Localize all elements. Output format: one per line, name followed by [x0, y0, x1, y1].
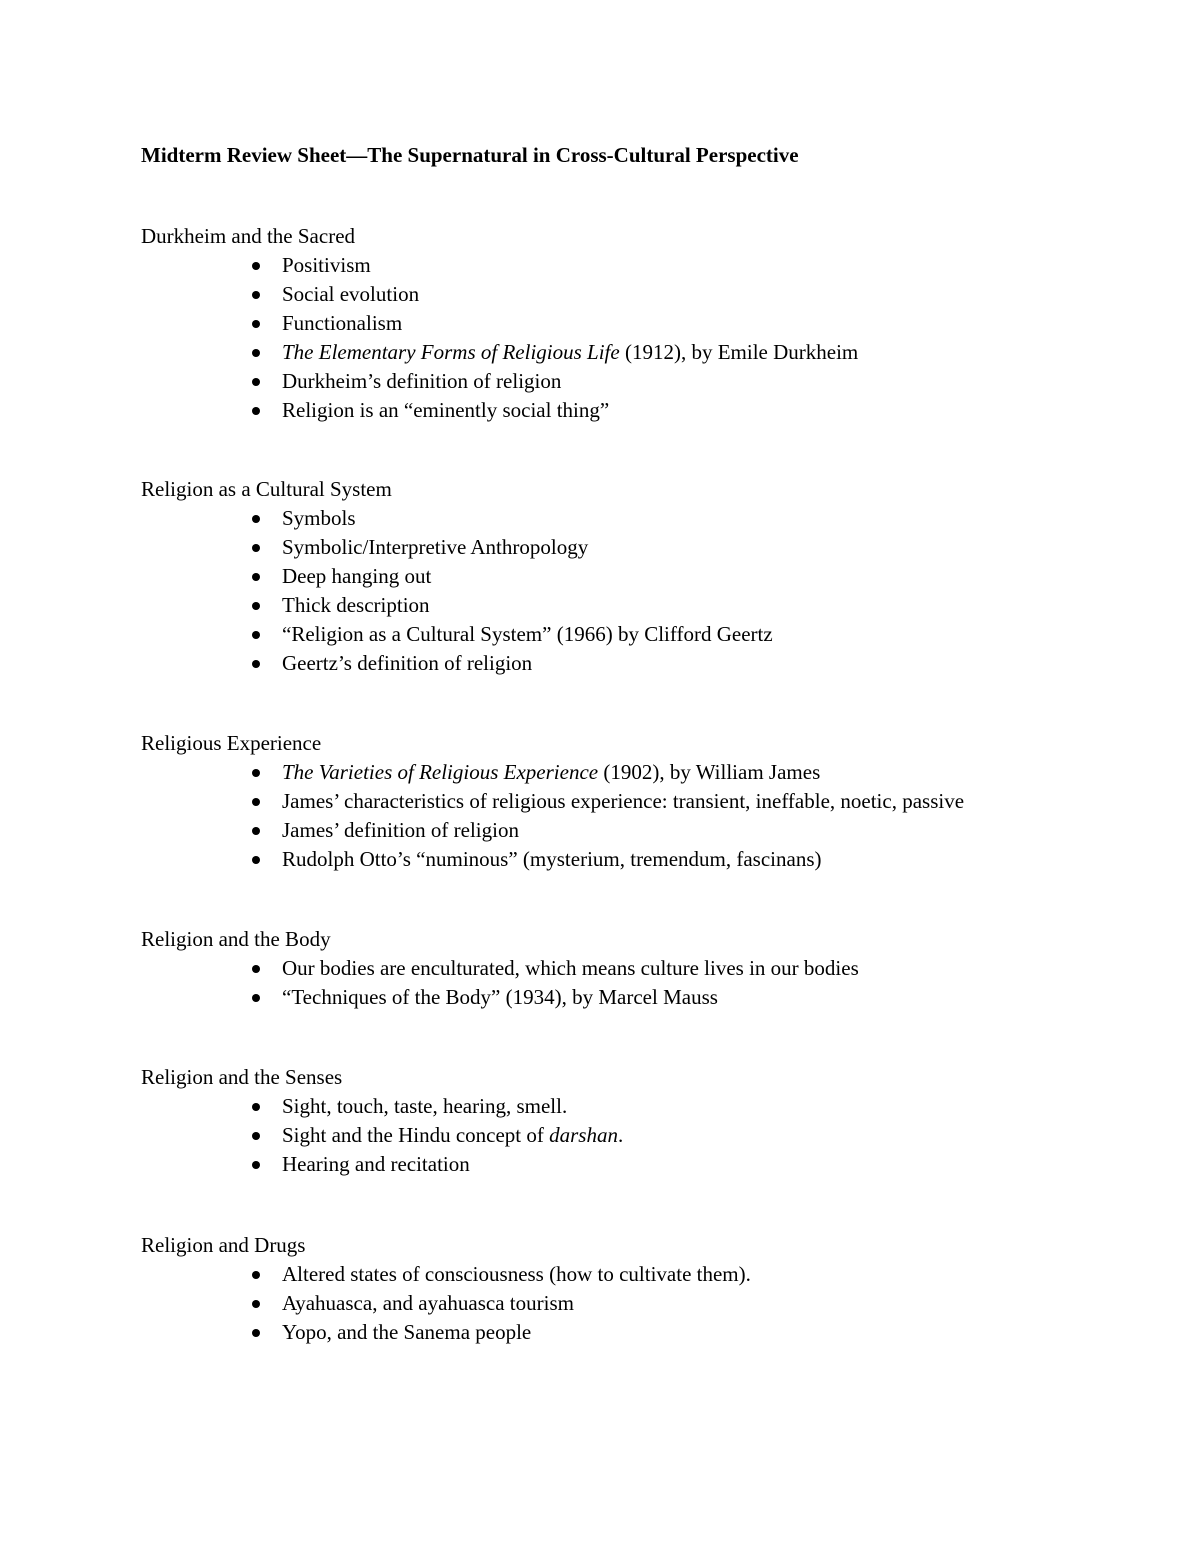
list-item-text: Ayahuasca, and ayahuasca tourism — [282, 1291, 574, 1315]
list-item-text: “Techniques of the Body” (1934), by Marcel Mauss — [282, 985, 718, 1009]
bullet-icon — [252, 1300, 260, 1308]
bullet-icon — [252, 1271, 260, 1279]
bullet-icon — [252, 515, 260, 523]
list-item-text: Symbolic/Interpretive Anthropology — [282, 535, 589, 559]
list-item-text: James’ definition of religion — [282, 818, 519, 842]
section-religion-and-the-body — [141, 925, 1161, 1012]
bullet-icon — [252, 1132, 260, 1140]
section-religion-and-the-senses — [141, 1063, 1161, 1179]
list-item-text: Functionalism — [282, 311, 403, 335]
section-durkheim-and-the-sacred — [141, 222, 1161, 425]
italic-term: darshan — [549, 1123, 618, 1147]
list-item-text-end: . — [617, 1123, 624, 1147]
bullet-icon — [252, 631, 260, 639]
section-religious-experience — [141, 729, 1161, 874]
bullet-icon — [252, 262, 260, 270]
list-item-text: Sight, touch, taste, hearing, smell. — [282, 1094, 568, 1118]
list-item — [141, 1150, 1161, 1179]
list-item — [141, 251, 1161, 280]
list-item — [141, 1121, 1161, 1150]
list-item — [141, 649, 1161, 678]
list-item-text: Positivism — [282, 253, 371, 277]
bullet-icon — [252, 349, 260, 357]
list-item-text: Symbols — [282, 506, 356, 530]
list-item-text: Sight and the Hindu concept of — [282, 1123, 550, 1147]
bullet-icon — [252, 407, 260, 415]
section-religion-as-a-cultural-system — [141, 475, 1161, 678]
list-item — [141, 338, 1161, 367]
bullet-icon — [252, 378, 260, 386]
bullet-icon — [252, 573, 260, 581]
bullet-icon — [252, 660, 260, 668]
book-title: The Elementary Forms of Religious Life — [282, 340, 620, 364]
list-item-text: (1912), by Emile Durkheim — [619, 340, 859, 364]
list-item-text: Our bodies are enculturated, which means culture lives in our bodies — [282, 956, 859, 980]
bullet-icon — [252, 291, 260, 299]
bullet-icon — [252, 827, 260, 835]
list-item-text: (1902), by William James — [598, 760, 821, 784]
list-item-text: Religion is an “eminently social thing” — [282, 398, 610, 422]
bullet-list — [141, 1260, 1161, 1347]
list-item — [141, 367, 1161, 396]
list-item-text: Geertz’s definition of religion — [282, 651, 533, 675]
list-item — [141, 396, 1161, 425]
list-item — [141, 280, 1161, 309]
bullet-icon — [252, 544, 260, 552]
list-item — [141, 787, 1161, 816]
bullet-icon — [252, 1103, 260, 1111]
section-heading: Religion and Drugs — [141, 1233, 306, 1257]
list-item — [141, 816, 1161, 845]
list-item — [141, 620, 1161, 649]
list-item-text: Rudolph Otto’s “numinous” (mysterium, tremendum, fascinans) — [282, 847, 822, 871]
list-item — [141, 1260, 1161, 1289]
document-title: Midterm Review Sheet—The Supernatural in Cross-Cultural Perspective — [141, 143, 799, 167]
list-item — [141, 758, 1161, 787]
section-heading: Religion as a Cultural System — [141, 477, 392, 501]
list-item-text: Yopo, and the Sanema people — [282, 1320, 532, 1344]
list-item — [141, 983, 1161, 1012]
list-item — [141, 954, 1161, 983]
list-item-text: Hearing and recitation — [282, 1152, 470, 1176]
bullet-icon — [252, 994, 260, 1002]
section-religion-and-drugs — [141, 1231, 1161, 1347]
bullet-icon — [252, 798, 260, 806]
list-item-text: Social evolution — [282, 282, 420, 306]
bullet-icon — [252, 1329, 260, 1337]
bullet-icon — [252, 1161, 260, 1169]
bullet-list — [141, 251, 1161, 425]
bullet-list — [141, 954, 1161, 1012]
list-item-text: Durkheim’s definition of religion — [282, 369, 562, 393]
list-item-text: James’ characteristics of religious experience: transient, ineffable, noetic, passive — [282, 789, 965, 813]
section-heading: Religion and the Body — [141, 927, 331, 951]
list-item-text: Thick description — [282, 593, 430, 617]
list-item — [141, 1289, 1161, 1318]
bullet-list — [141, 758, 1161, 874]
section-heading: Durkheim and the Sacred — [141, 224, 356, 248]
list-item — [141, 1092, 1161, 1121]
bullet-icon — [252, 965, 260, 973]
book-title: The Varieties of Religious Experience — [282, 760, 599, 784]
list-item-text: Altered states of consciousness (how to cultivate them). — [282, 1262, 751, 1286]
list-item — [141, 504, 1161, 533]
list-item — [141, 845, 1161, 874]
bullet-icon — [252, 769, 260, 777]
bullet-list — [141, 504, 1161, 678]
section-heading: Religious Experience — [141, 731, 322, 755]
list-item — [141, 309, 1161, 338]
list-item-text: Deep hanging out — [282, 564, 432, 588]
list-item — [141, 591, 1161, 620]
bullet-icon — [252, 856, 260, 864]
list-item-text: “Religion as a Cultural System” (1966) by Clifford Geertz — [282, 622, 773, 646]
list-item — [141, 562, 1161, 591]
bullet-list — [141, 1092, 1161, 1179]
bullet-icon — [252, 320, 260, 328]
list-item — [141, 533, 1161, 562]
section-heading: Religion and the Senses — [141, 1065, 343, 1089]
bullet-icon — [252, 602, 260, 610]
list-item — [141, 1318, 1161, 1347]
